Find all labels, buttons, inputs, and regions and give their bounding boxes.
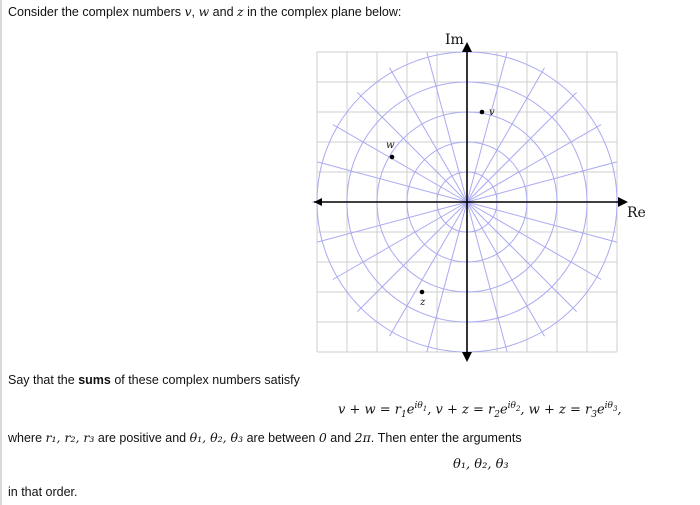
point-label-w: w [386,140,395,151]
var-w: w [198,4,210,19]
re-label: Re [627,205,646,221]
sums-paragraph: Say that the sums of these complex numbers satisfy [8,373,300,387]
var-z: z [237,4,244,19]
im-label: Im [445,32,464,48]
sum-equations: $v + w = r_1e^{i\theta_1}$, $v + z = r_2e^{i\theta_2}$, $w + z = r_3e^{i\theta_3}$, [338,401,622,420]
answer-order: θ₁, θ₂, θ₃ [453,457,509,472]
point-label-v: v [489,107,495,118]
point-v [480,110,485,115]
left-border [0,0,2,505]
var-v: v [184,4,192,19]
closing-text: in that order. [8,485,78,499]
point-w [390,155,395,160]
where-paragraph: where r₁, r₂, r₃ are positive and θ₁, θ₂, θ₃ are between 0 and 2π. Then enter the arguments [8,430,522,445]
complex-plane [300,28,690,364]
point-z [420,290,425,295]
point-label-z: z [420,297,426,308]
intro-text: Consider the complex numbers v, w and z in the complex plane below: [8,4,402,19]
sums-bold: sums [78,373,111,387]
